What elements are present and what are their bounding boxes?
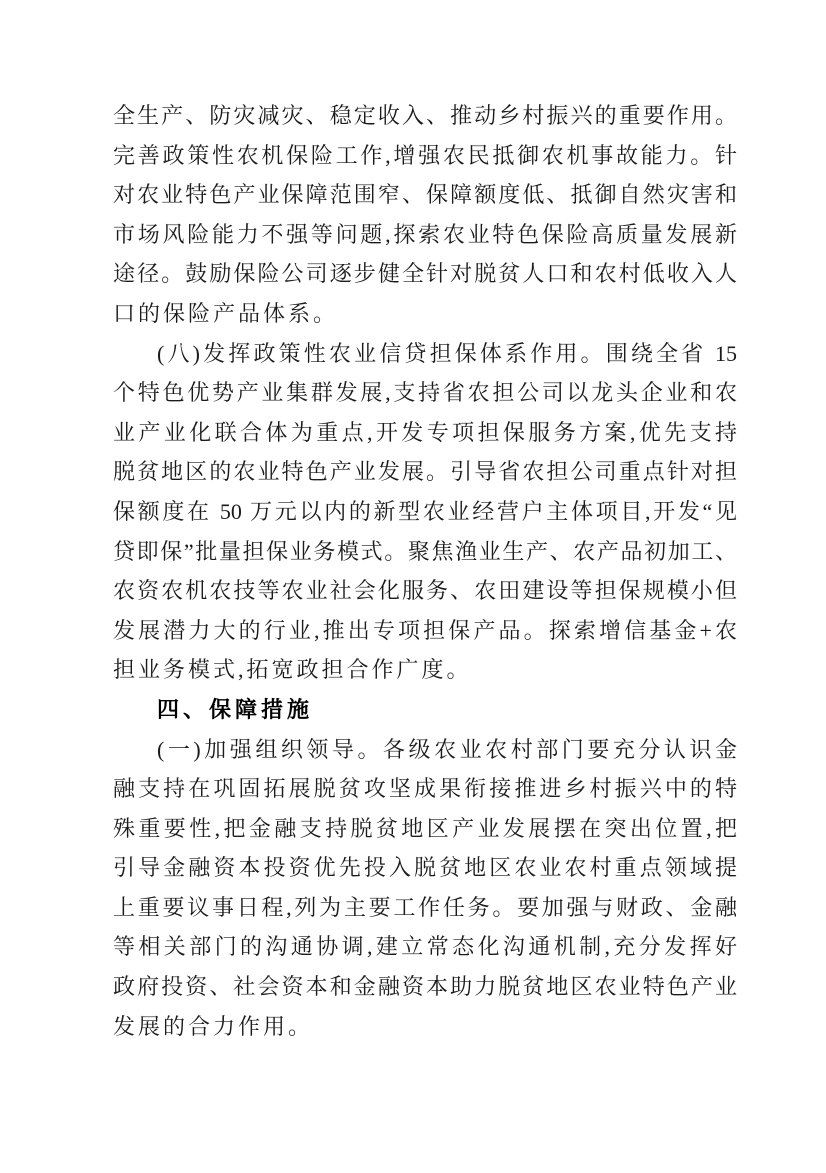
text-line: 对农业特色产业保障范围窄、保障额度低、抵御自然灾害和 <box>113 182 737 208</box>
text-line: 殊重要性,把金融支持脱贫地区产业发展摆在突出位置,把 <box>113 815 737 841</box>
text-line: 途径。鼓励保险公司逐步健全针对脱贫人口和农村低收入人 <box>113 261 737 287</box>
document-body <box>113 96 737 1046</box>
text-line: 全生产、防灾减灾、稳定收入、推动乡村振兴的重要作用。 <box>113 103 737 128</box>
text-line: 等相关部门的沟通协调,建立常态化沟通机制,充分发挥好 <box>113 934 737 960</box>
text-line: (八)发挥政策性农业信贷担保体系作用。围绕全省 15 <box>157 340 737 366</box>
text-line: (一)加强组织领导。各级农业农村部门要充分认识金 <box>157 736 737 762</box>
text-line: 农资农机农技等农业社会化服务、农田建设等担保规模小但 <box>113 578 737 604</box>
text-line: 发展潜力大的行业,推出专项担保产品。探索增信基金+农 <box>113 617 737 643</box>
text-line: 个特色优势产业集群发展,支持省农担公司以龙头企业和农 <box>113 380 737 406</box>
text-line: 贷即保”批量担保业务模式。聚焦渔业生产、农产品初加工、 <box>113 538 737 564</box>
text-line: 脱贫地区的农业特色产业发展。引导省农担公司重点针对担 <box>113 459 737 485</box>
text-line: 口的保险产品体系。 <box>113 300 339 326</box>
text-line: 担业务模式,拓宽政担合作广度。 <box>113 657 472 683</box>
section-heading: 四、保障措施 <box>157 696 314 722</box>
text-line: 引导金融资本投资优先投入脱贫地区农业农村重点领域提 <box>113 855 737 881</box>
text-line: 上重要议事日程,列为主要工作任务。要加强与财政、金融 <box>113 894 737 920</box>
text-line: 发展的合力作用。 <box>113 1013 314 1039</box>
text-line: 业产业化联合体为重点,开发专项担保服务方案,优先支持 <box>113 419 737 445</box>
text-line: 政府投资、社会资本和金融资本助力脱贫地区农业特色产业 <box>113 974 737 1000</box>
text-line: 市场风险能力不强等问题,探索农业特色保险高质量发展新 <box>113 221 737 247</box>
text-line: 完善政策性农机保险工作,增强农民抵御农机事故能力。针 <box>113 142 737 168</box>
text-line: 保额度在 50 万元以内的新型农业经营户主体项目,开发“见 <box>113 498 737 524</box>
text-line: 融支持在巩固拓展脱贫攻坚成果衔接推进乡村振兴中的特 <box>113 776 737 802</box>
